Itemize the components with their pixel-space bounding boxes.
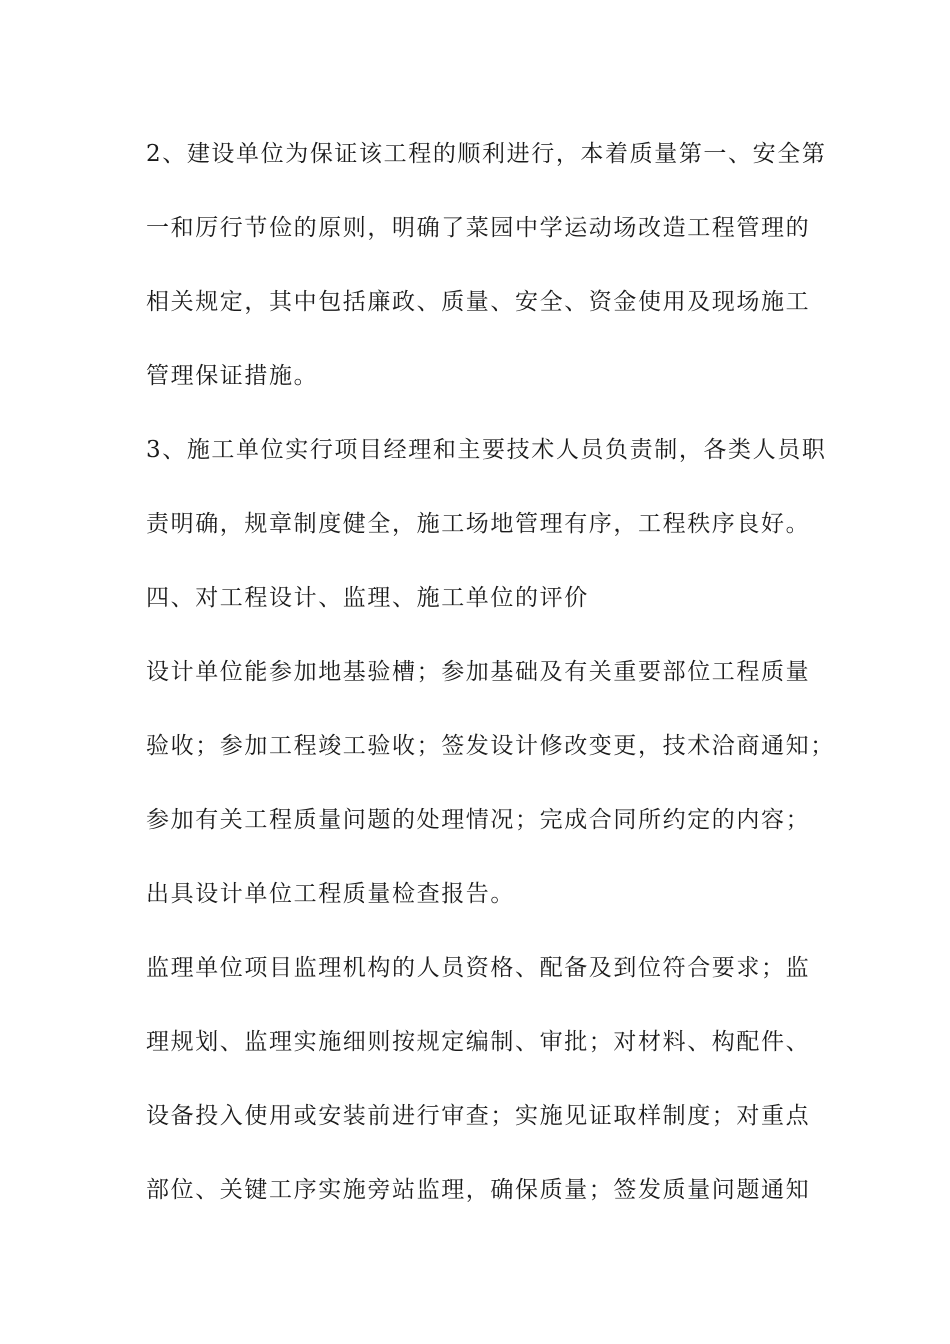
text-line: 设备投入使用或安装前进行审查；实施见证取样制度；对重点 (146, 1103, 811, 1129)
section-heading: 四、对工程设计、监理、施工单位的评价 (146, 585, 589, 611)
text-line: 一和厉行节俭的原则，明确了菜园中学运动场改造工程管理的 (146, 215, 811, 241)
text-line: 相关规定，其中包括廉政、质量、安全、资金使用及现场施工 (146, 289, 811, 315)
text-line: 2、建设单位为保证该工程的顺利进行，本着质量第一、安全第 (146, 141, 827, 167)
text-line: 出具设计单位工程质量检查报告。 (146, 881, 515, 907)
text-line: 监理单位项目监理机构的人员资格、配备及到位符合要求；监 (146, 955, 811, 981)
text-line: 部位、关键工序实施旁站监理，确保质量；签发质量问题通知 (146, 1177, 811, 1203)
text-line: 管理保证措施。 (146, 363, 319, 389)
text-line: 设计单位能参加地基验槽；参加基础及有关重要部位工程质量 (146, 659, 811, 685)
text-line: 责明确，规章制度健全，施工场地管理有序，工程秩序良好。 (146, 511, 811, 537)
text-line: 理规划、监理实施细则按规定编制、审批；对材料、构配件、 (146, 1029, 811, 1055)
text-line: 参加有关工程质量问题的处理情况；完成合同所约定的内容； (146, 807, 811, 833)
text-line: 验收；参加工程竣工验收；签发设计修改变更，技术洽商通知； (146, 733, 835, 759)
text-line: 3、施工单位实行项目经理和主要技术人员负责制，各类人员职 (146, 437, 827, 463)
